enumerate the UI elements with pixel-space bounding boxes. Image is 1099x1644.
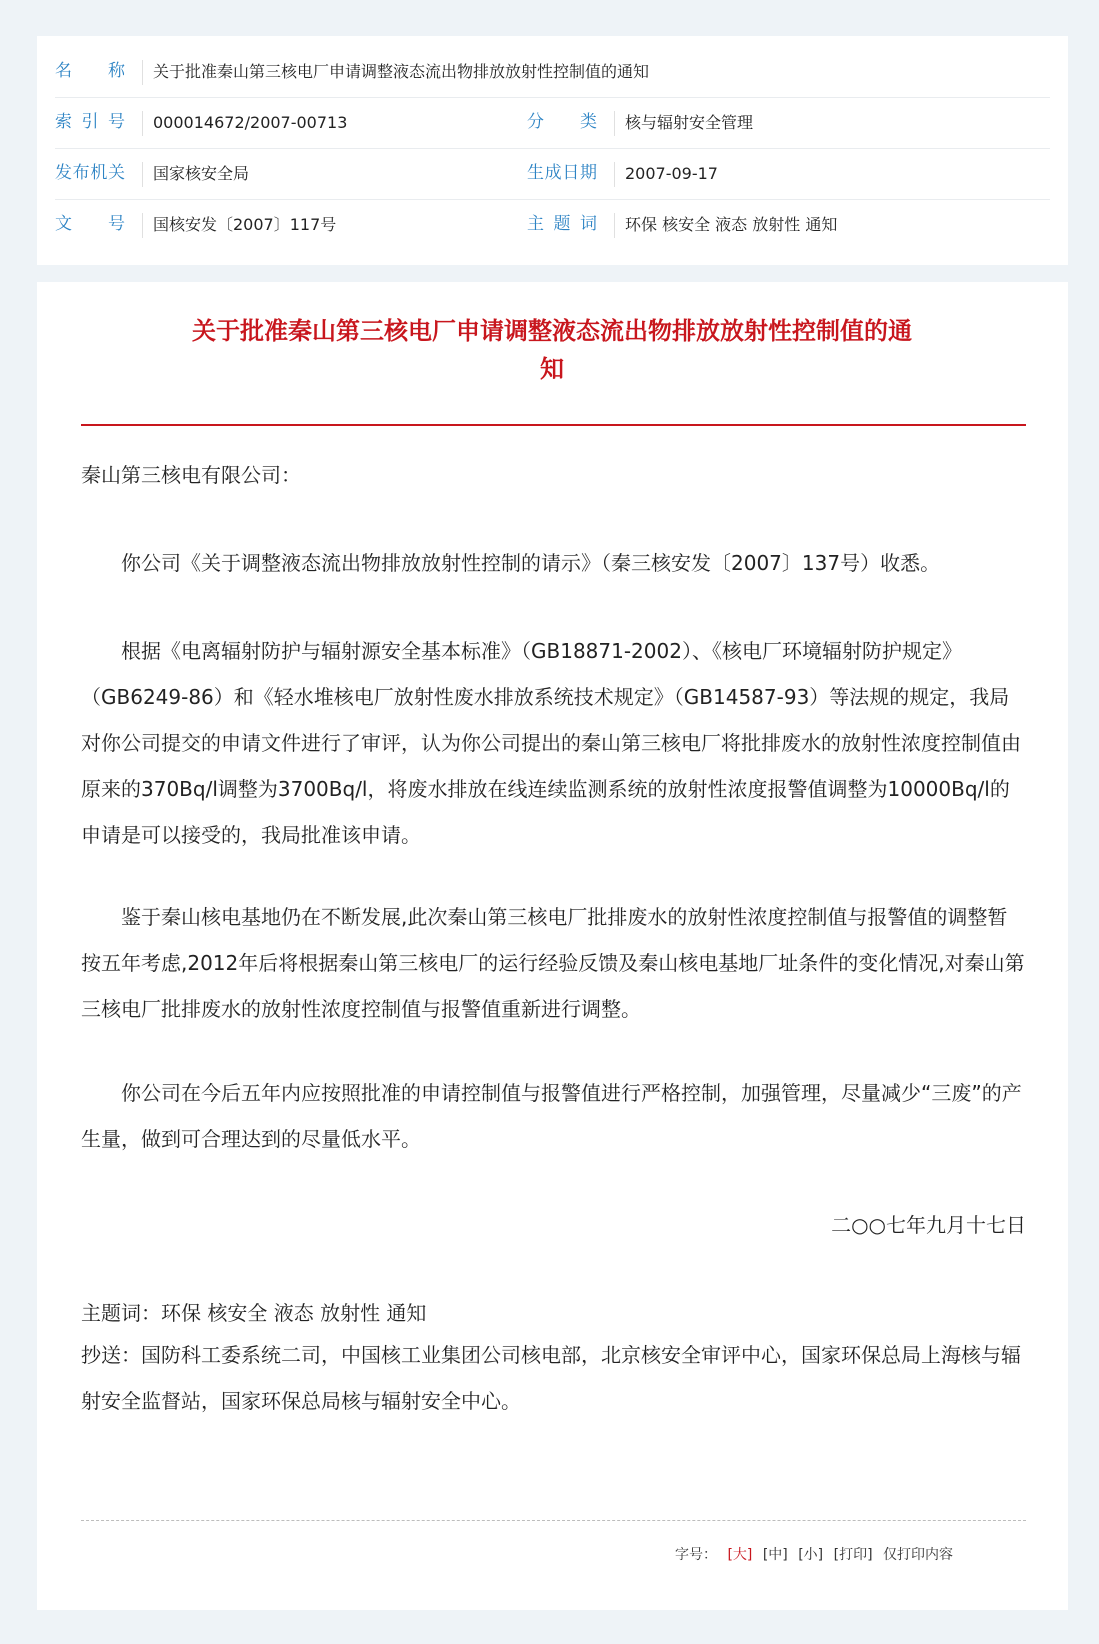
keywords-value: 环保 核安全 液态 放射性 通知: [625, 215, 838, 234]
title-line-1: 关于批准秦山第三核电厂申请调整液态流出物排放放射性控制值的通: [192, 317, 912, 345]
meta-row-index: [55, 97, 1050, 149]
paragraph-4: 你公司在今后五年内应按照批准的申请控制值与报警值进行严格控制，加强管理，尽量减少“三废”的产生量，做到可合理达到的尽量低水平。: [81, 1081, 1022, 1151]
meta-row-name: [55, 46, 1050, 98]
document-cc: 抄送：国防科工委系统二司，中国核工业集团公司核电部，北京核安全审评中心，国家环保总局上海核与辐射安全监督站，国家环保总局核与辐射安全中心。: [81, 1343, 1021, 1413]
font-small-button[interactable]: [小]: [798, 1547, 824, 1563]
index-value: 000014672/2007-00713: [153, 113, 348, 132]
footer-divider: [81, 1520, 1026, 1521]
date-label: 生成日期: [527, 163, 597, 183]
name-value: 关于批准秦山第三核电厂申请调整液态流出物排放放射性控制值的通知: [153, 62, 650, 81]
publisher-value: 国家核安全局: [153, 164, 250, 183]
divider: [142, 213, 143, 238]
paragraph-2: 根据《电离辐射防护与辐射源安全基本标准》（GB18871-2002）、《核电厂环境辐射防护规定》（GB6249-86）和《轻水堆核电厂放射性废水排放系统技术规定》（GB14587-93）等法规的规定，我局对你公司提交的申请文件进行了审评，认为你公司提出的秦山第三核电厂将批排废水的放射性浓度控制值由原来的370Bq/l调整为3700Bq/l，将废水排放在线连续监测系统的放射性浓度报警值调整为10000Bq/l的申请是可以接受的，我局批准该申请。: [81, 639, 1021, 847]
paragraph-1: 你公司《关于调整液态流出物排放放射性控制的请示》（秦三核安发〔2007〕137号）收悉。: [121, 551, 941, 575]
docno-label: 文号: [55, 214, 125, 234]
date-value: 2007-09-17: [625, 164, 718, 183]
title-divider: [81, 424, 1026, 426]
document-date: 二○○七年九月十七日: [831, 1213, 1026, 1237]
print-button[interactable]: [打印]: [833, 1547, 873, 1563]
print-content-button[interactable]: 仅打印内容: [883, 1547, 953, 1563]
divider: [614, 213, 615, 238]
divider: [142, 60, 143, 85]
divider: [142, 111, 143, 136]
document-panel: [37, 282, 1068, 1610]
divider: [614, 162, 615, 187]
category-label: 分类: [527, 112, 597, 132]
docno-value: 国核安发〔2007〕117号: [153, 215, 337, 234]
category-value: 核与辐射安全管理: [625, 113, 754, 132]
font-size-label: 字号：: [674, 1547, 717, 1563]
meta-row-docno: [55, 199, 1050, 250]
addressee: 秦山第三核电有限公司：: [81, 463, 301, 487]
keywords-label: 主题词: [527, 214, 597, 234]
font-size-toolbar: [669, 1544, 953, 1564]
index-label: 索引号: [55, 112, 125, 132]
metadata-panel: [37, 36, 1068, 265]
font-medium-button[interactable]: [中]: [762, 1547, 788, 1563]
document-title: [117, 312, 987, 388]
publisher-label: 发布机关: [55, 163, 125, 183]
divider: [142, 162, 143, 187]
font-large-button[interactable]: [大]: [727, 1547, 753, 1563]
divider: [614, 111, 615, 136]
name-label: 名称: [55, 61, 125, 81]
document-keywords: 主题词：环保 核安全 液态 放射性 通知: [81, 1301, 427, 1325]
paragraph-3: 鉴于秦山核电基地仍在不断发展,此次秦山第三核电厂批排废水的放射性浓度控制值与报警值的调整暂按五年考虑,2012年后将根据秦山第三核电厂的运行经验反馈及秦山核电基地厂址条件的变化情况,对秦山第三核电厂批排废水的放射性浓度控制值与报警值重新进行调整。: [81, 905, 1025, 1021]
meta-row-publisher: [55, 148, 1050, 200]
title-line-2: 知: [540, 355, 564, 383]
